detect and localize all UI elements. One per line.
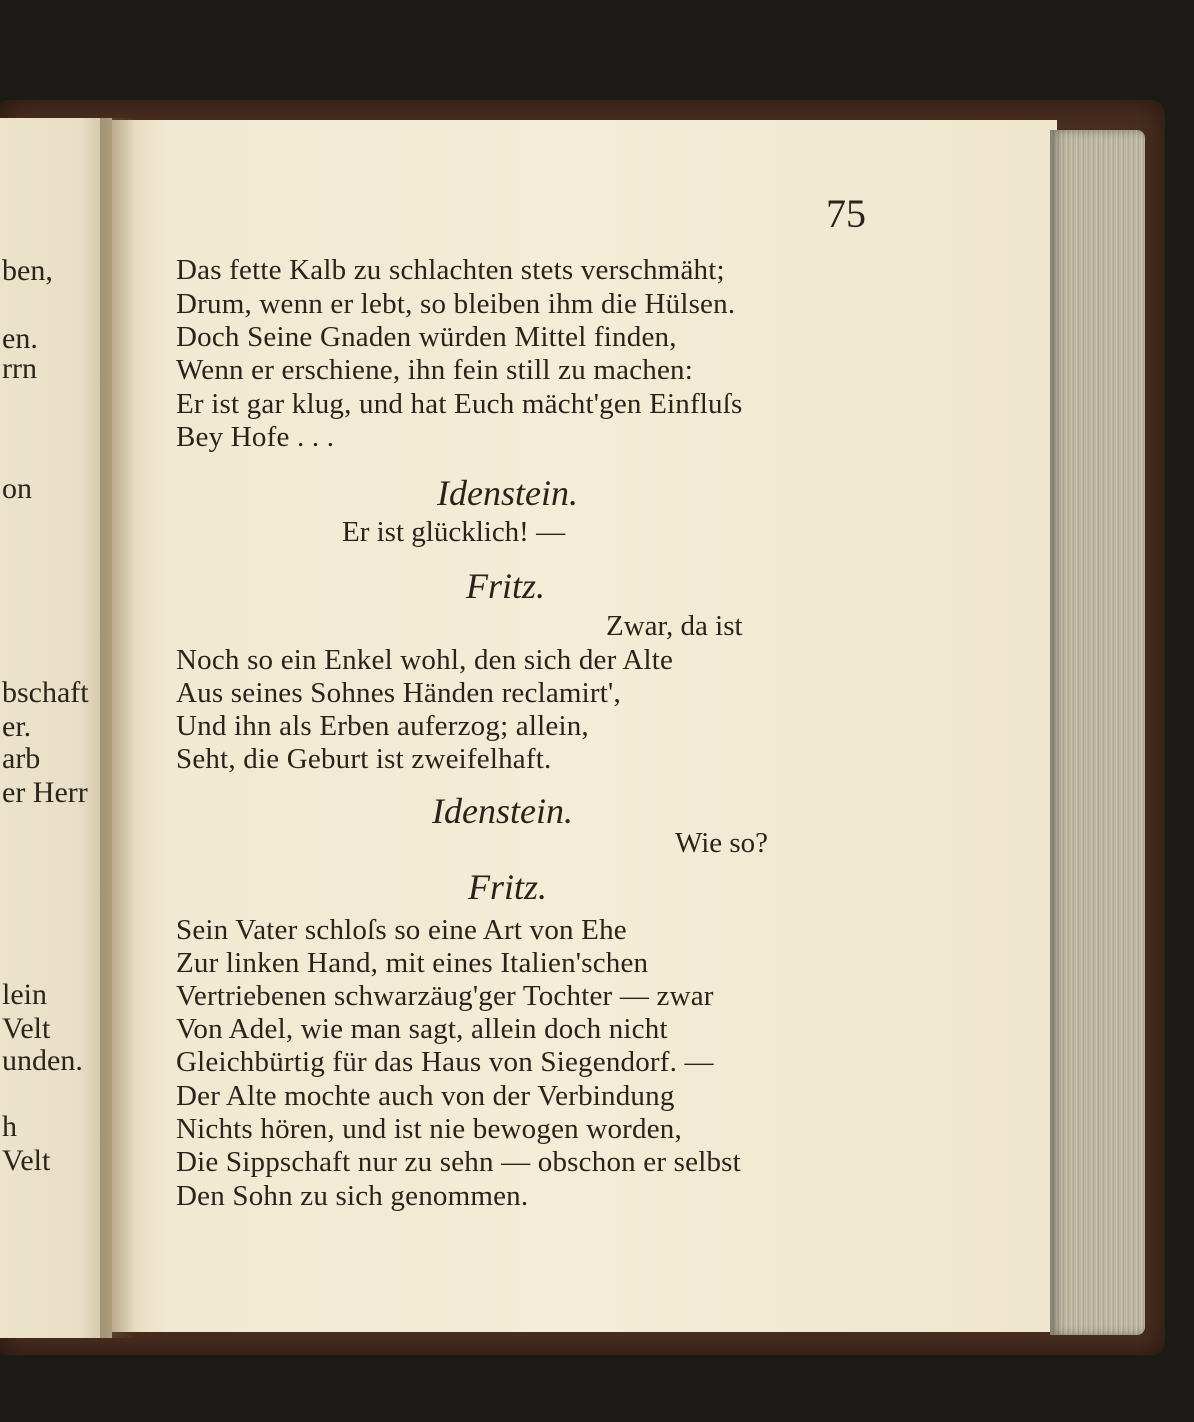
- left-page-fragment: bschaft: [2, 676, 89, 709]
- verse-line: Zwar, da ist: [606, 610, 743, 642]
- verse-line: Noch so ein Enkel wohl, den sich der Alte: [176, 644, 674, 676]
- left-page-fragment: lein: [2, 978, 47, 1011]
- verse-line: Der Alte mochte auch von der Verbindung: [176, 1080, 675, 1112]
- verse-line: Vertriebenen schwarzäug'ger Tochter — zwar: [176, 980, 714, 1012]
- verse-line: Gleichbürtig für das Haus von Siegendorf. —: [176, 1046, 714, 1078]
- verse-line: Bey Hofe . . .: [176, 421, 335, 453]
- verse-line: Seht, die Geburt ist zweifelhaft.: [176, 743, 552, 775]
- verse-line: Wie so?: [675, 827, 769, 859]
- left-page-fragment: unden.: [2, 1044, 83, 1077]
- page-number: 75: [826, 191, 866, 236]
- verse-line: Sein Vater schloſs so eine Art von Ehe: [176, 914, 627, 946]
- left-page-fragment: h: [2, 1110, 17, 1143]
- left-page: [0, 118, 112, 1338]
- verse-line: Die Sippschaft nur zu sehn — obschon er selbst: [176, 1146, 741, 1178]
- verse-line: Und ihn als Erben auferzog; allein,: [176, 710, 589, 742]
- verse-line: Doch Seine Gnaden würden Mittel finden,: [176, 321, 677, 353]
- verse-line: Nichts hören, und ist nie bewogen worden,: [176, 1113, 682, 1145]
- speaker-name: Idenstein.: [432, 791, 573, 831]
- left-page-fragment: en.: [2, 322, 38, 355]
- verse-line: Zur linken Hand, mit eines Italien'schen: [176, 947, 649, 979]
- verse-line: Er ist gar klug, und hat Euch mächt'gen Einfluſs: [176, 388, 743, 420]
- speaker-name: Idenstein.: [437, 473, 578, 513]
- verse-line: Wenn er erschiene, ihn fein still zu machen:: [176, 354, 693, 386]
- verse-line: Er ist glücklich! —: [342, 516, 566, 548]
- left-page-fragment: er Herr: [2, 776, 88, 809]
- left-page-fragment: Velt: [2, 1012, 51, 1045]
- speaker-name: Fritz.: [466, 566, 546, 606]
- verse-line: Drum, wenn er lebt, so bleiben ihm die Hülsen.: [176, 288, 736, 320]
- verse-line: Aus seines Sohnes Händen reclamirt',: [176, 677, 621, 709]
- left-page-fragment: Velt: [2, 1144, 51, 1177]
- verse-line: Den Sohn zu sich genommen.: [176, 1180, 529, 1212]
- page-edges: [1050, 130, 1145, 1335]
- speaker-name: Fritz.: [468, 867, 548, 907]
- left-page-fragment: ben,: [2, 254, 53, 287]
- verse-line: Von Adel, wie man sagt, allein doch nicht: [176, 1013, 668, 1045]
- left-page-fragment: rrn: [2, 352, 37, 385]
- gutter-shadow: [100, 118, 136, 1338]
- left-page-fragment: on: [2, 472, 32, 505]
- verse-line: Das fette Kalb zu schlachten stets verschmäht;: [176, 254, 725, 286]
- left-page-fragment: arb: [2, 742, 41, 775]
- left-page-fragment: er.: [2, 710, 32, 743]
